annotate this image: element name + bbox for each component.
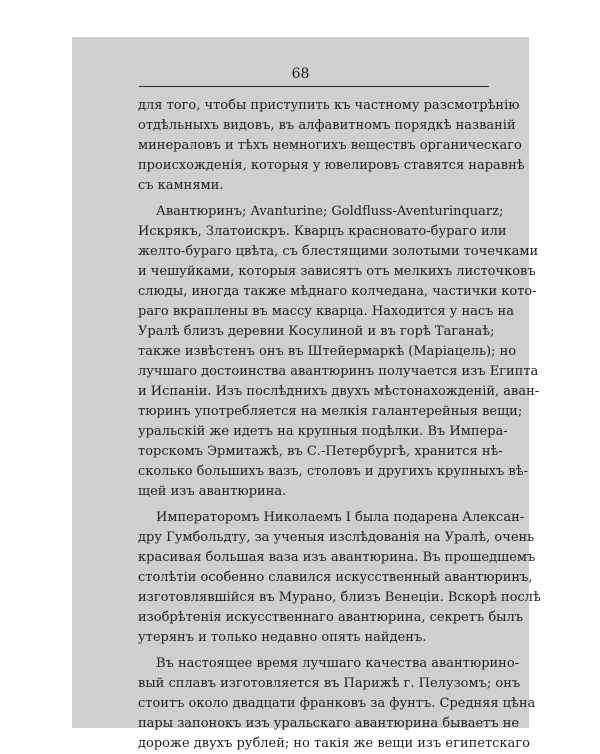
text-line: уральскій же идетъ на крупныя подѣлки. Въ Импера- [138, 424, 508, 439]
text-line: для того, чтобы приступить къ частному разсмотрѣнію [138, 98, 520, 113]
text-line: раго вкраплены въ массу кварца. Находится у насъ на [138, 304, 514, 319]
text-line: Авантюринъ; Avanturine; Goldfluss-Aventurinquarz; [156, 204, 504, 219]
text-line: минераловъ и тѣхъ немногихъ веществъ органическаго [138, 138, 522, 153]
header-rule [139, 86, 489, 87]
text-line: щей изъ авантюрина. [138, 484, 287, 499]
text-line: тюринъ употребляется на мелкія галантерейныя вещи; [138, 404, 523, 419]
text-line: и чешуйками, которыя зависятъ отъ мелкихъ листочковъ [138, 264, 536, 279]
text-line: вый сплавъ изготовляется въ Парижѣ г. Пелузомъ; онъ [138, 676, 521, 691]
text-line: дру Гумбольдту, за ученыя изслѣдованія на Уралѣ, очень [138, 530, 535, 545]
text-line: сколько большихъ вазъ, столовъ и другихъ крупныхъ вѣ- [138, 464, 528, 479]
text-line: происхожденія, которыя у ювелировъ ставятся наравнѣ [138, 158, 525, 173]
text-line: Искрякъ, Златоискръ. Кварцъ красновато-бураго или [138, 224, 507, 239]
text-line: также извѣстенъ онъ въ Штейермаркѣ (Маріацель); но [138, 344, 517, 359]
text-line: пары запонокъ изъ уральскаго авантюрина бываетъ не [138, 716, 520, 731]
text-line: дороже двухъ рублей; но такія же вещи изъ египетскаго [138, 736, 530, 751]
text-line: Уралѣ близъ деревни Косулиной и въ горѣ Таганаѣ; [138, 324, 495, 339]
text-line: желто-бураго цвѣта, съ блестящими золотыми точечками [138, 244, 539, 259]
text-line: утерянъ и только недавно опять найденъ. [138, 630, 427, 645]
text-line: торскомъ Эрмитажѣ, въ С.-Петербургѣ, хранится нѣ- [138, 444, 503, 459]
text-line: красивая большая ваза изъ авантюрина. Въ прошедшемъ [138, 550, 536, 565]
text-line: Императоромъ Николаемъ I была подарена Алексан- [156, 510, 525, 525]
text-line: Въ настоящее время лучшаго качества авантюрино- [156, 656, 520, 671]
text-line: стоитъ около двадцати франковъ за фунтъ. Средняя цѣна [138, 696, 536, 711]
text-line: лучшаго достоинства авантюринъ получается изъ Египта [138, 364, 539, 379]
page-number: 68 [291, 66, 310, 82]
text-line: и Испаніи. Изъ послѣднихъ двухъ мѣстонахожденій, аван- [138, 384, 540, 399]
body-text [138, 96, 541, 754]
text-line: отдѣльныхъ видовъ, въ алфавитномъ порядкѣ названій [138, 118, 516, 133]
text-line: слюды, иногда также мѣднаго колчедана, частички кото- [138, 284, 537, 299]
text-line: изобрѣтенія искусственнаго авантюрина, секретъ былъ [138, 610, 524, 625]
text-line: съ камнями. [138, 178, 224, 193]
text-line: изготовлявшійся въ Мурано, близъ Венеціи. Вскорѣ послѣ [138, 590, 541, 605]
text-line: столѣтіи особенно славился искусственный авантюринъ, [138, 570, 533, 585]
